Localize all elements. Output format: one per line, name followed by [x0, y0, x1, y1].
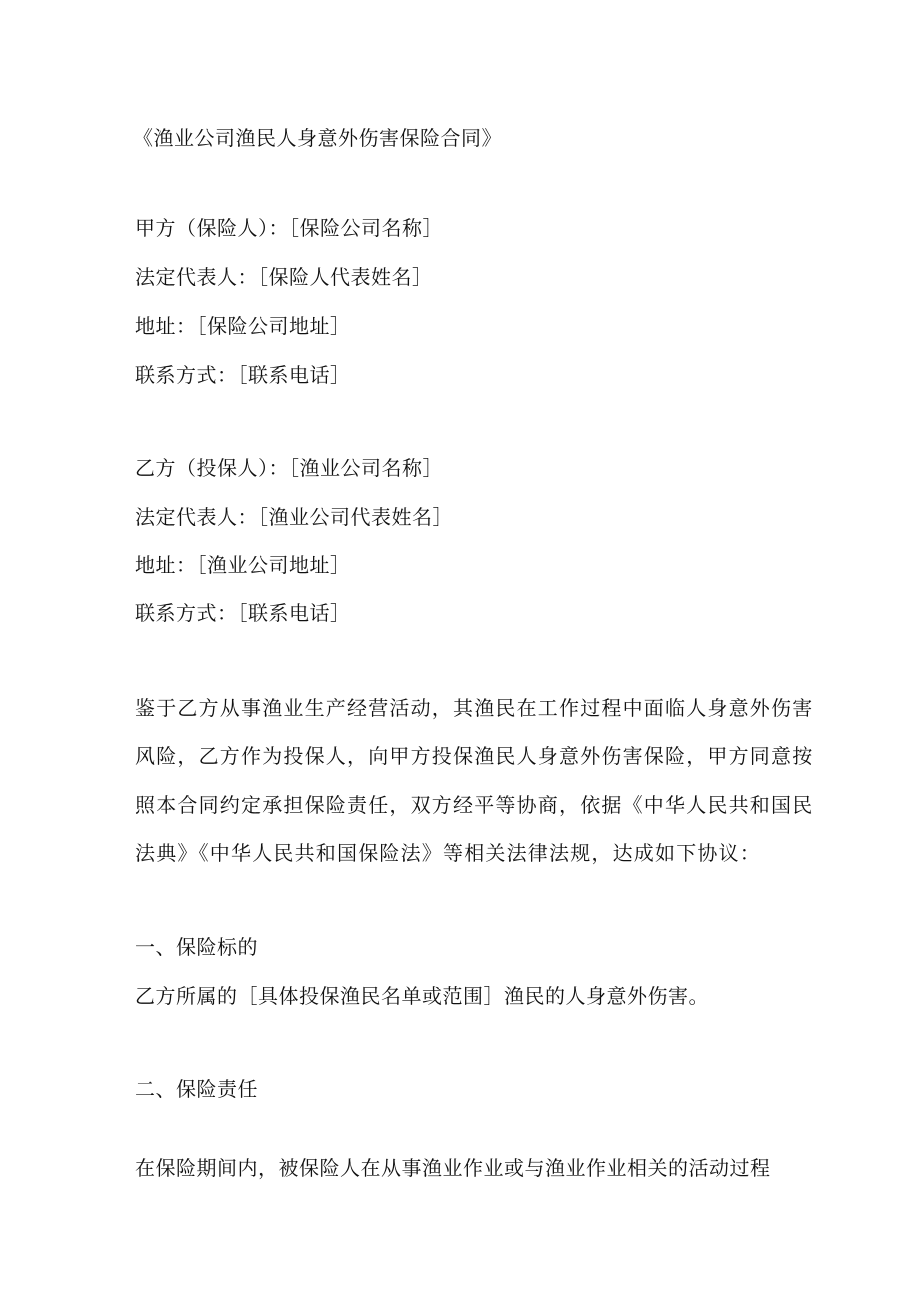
party-b-contact: 联系方式：［联系电话］ — [135, 601, 351, 625]
section-2-body: 在保险期间内，被保险人在从事渔业作业或与渔业作业相关的活动过程 — [135, 1156, 771, 1180]
preamble-line: 法典》《中华人民共和国保险法》等相关法律法规，达成如下协议： — [135, 841, 761, 865]
section-1-heading: 一、保险标的 — [135, 935, 258, 959]
party-a-contact: 联系方式：［联系电话］ — [135, 363, 351, 387]
preamble-line: 风险，乙方作为投保人，向甲方投保渔民人身意外伤害保险，甲方同意按 — [135, 744, 814, 768]
party-a-representative: 法定代表人：［保险人代表姓名］ — [135, 265, 433, 289]
party-b-representative: 法定代表人：［渔业公司代表姓名］ — [135, 505, 453, 529]
section-1-body: 乙方所属的［具体投保渔民名单或范围］渔民的人身意外伤害。 — [135, 984, 709, 1008]
preamble-line: 鉴于乙方从事渔业生产经营活动，其渔民在工作过程中面临人身意外伤害 — [135, 696, 814, 720]
party-b-address: 地址：［渔业公司地址］ — [135, 553, 351, 577]
contract-title: 《渔业公司渔民人身意外伤害保险合同》 — [133, 126, 502, 150]
party-b-name: 乙方（投保人）：［渔业公司名称］ — [135, 456, 443, 480]
section-2-heading: 二、保险责任 — [135, 1077, 258, 1101]
party-a-address: 地址：［保险公司地址］ — [135, 314, 351, 338]
preamble-line: 照本合同约定承担保险责任，双方经平等协商，依据《中华人民共和国民 — [135, 793, 814, 817]
party-a-name: 甲方（保险人）：［保险公司名称］ — [135, 216, 443, 240]
